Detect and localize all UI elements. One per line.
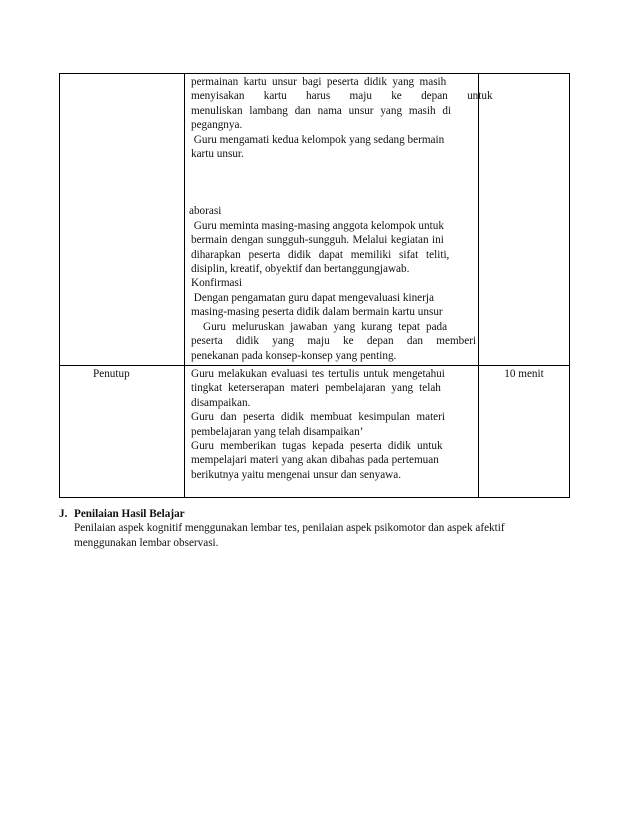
text-line: menuliskan lambang dan nama unsur yang masih di [191,104,452,117]
text-line: tingkat keterserapan materi pembelajaran yang telah [191,382,441,395]
text-line: Guru memberikan tugas kepada peserta didik untuk [191,439,443,452]
text-line: peserta didik yang maju ke depan dan memberi [191,335,477,348]
text-line: bermain dengan sungguh-sungguh. Melalui kegiatan ini [191,234,444,247]
text-line: Guru dan peserta didik membuat kesimpulan materi [191,411,445,424]
section-title: Penilaian Hasil Belajar [74,508,185,520]
text-line: menggunakan lembar observasi. [74,536,219,549]
text-line: Guru mengamati kedua kelompok yang sedang bermain [191,133,445,146]
text-line: pembelajaran yang telah disampaikan’ [191,425,364,438]
activity-duration-cell: 10 menit [479,365,570,497]
activity-description-cell [185,74,493,366]
text-line: permainan kartu unsur bagi peserta didik yang masih [191,76,447,88]
text-line: Guru meminta masing-masing anggota kelompok untuk [191,219,444,232]
text-line: Penilaian aspek kognitif menggunakan lembar tes, penilaian aspek psikomotor dan aspek afektif [74,522,505,535]
text-line: diharapkan peserta didik dapat memiliki sifat teliti, [191,248,450,261]
text-line: disiplin, kreatif, obyektif dan bertanggungjawab. [191,263,410,276]
text-line: Dengan pengamatan guru dapat mengevaluasi kinerja [191,291,434,304]
text-line: disampaikan. [191,396,251,409]
activity-stage-cell: Penutup [60,365,185,497]
table-row [60,74,570,366]
text-line: Konfirmasi [191,277,242,290]
text-line: Guru meluruskan jawaban yang kurang tepat pada [191,320,448,333]
activity-text-part-1 [191,75,493,161]
text-line: kartu unsur. [191,148,244,161]
text-line: masing-masing peserta didik dalam bermain kartu unsur [191,306,443,319]
activity-text-part-2 [189,204,477,362]
section-letter: J. [59,508,68,520]
lesson-activity-table [59,73,570,498]
activity-stage-cell [60,74,185,366]
text-line: aborasi [189,205,222,218]
activity-duration-cell [479,74,570,366]
assessment-section [59,507,579,550]
text-line: mempelajari materi yang akan dibahas pada pertemuan [191,454,439,467]
text-line: menyisakan kartu harus maju ke depan untuk [191,90,493,103]
text-line: penekanan pada konsep-konsep yang penting. [191,349,397,362]
text-line: pegangnya. [191,119,243,132]
table-row [60,365,570,497]
text-line: berikutnya yaitu mengenai unsur dan senyawa. [191,468,402,481]
section-body [59,521,579,550]
text-line: Guru melakukan evaluasi tes tertulis untuk mengetahui [191,367,445,380]
section-heading [59,507,579,521]
activity-description-cell [185,365,479,497]
